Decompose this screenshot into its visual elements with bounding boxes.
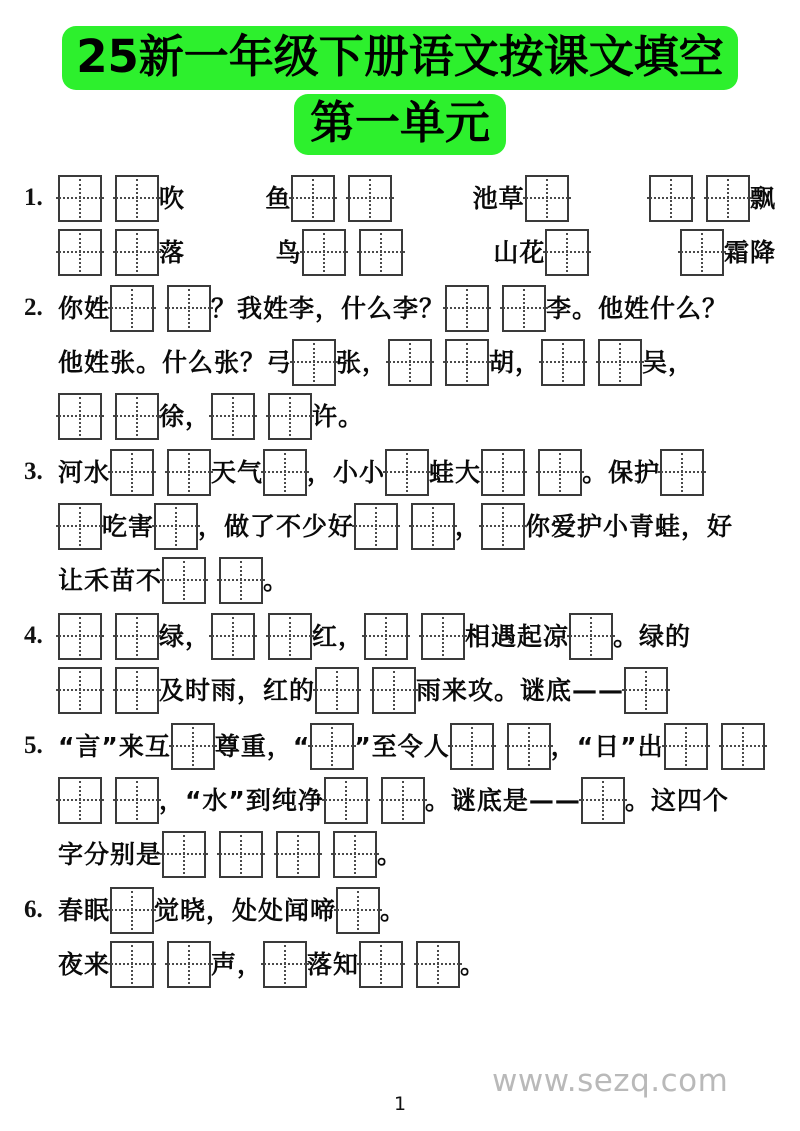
question-line: [24, 281, 776, 335]
line-segment: [58, 393, 364, 440]
character-grid-box[interactable]: [445, 339, 489, 386]
character-grid-box[interactable]: [58, 503, 102, 550]
question-item: [24, 171, 776, 279]
sentence-text: ，“水”到纯净: [159, 785, 324, 815]
question-number: 3.: [24, 458, 43, 485]
question-line: [24, 389, 776, 443]
line-segment: [58, 613, 691, 660]
line-segments: [58, 229, 776, 276]
question-line: [24, 171, 776, 225]
character-grid-box[interactable]: [292, 339, 336, 386]
sentence-text: ，做了不少好: [198, 511, 355, 541]
sentence-text: 他姓张。什么张？弓: [58, 347, 293, 377]
character-grid-box[interactable]: [115, 393, 159, 440]
question-number: 5.: [24, 732, 43, 759]
character-grid-box[interactable]: [276, 831, 320, 878]
sentence-text: 。绿的: [613, 621, 692, 651]
question-line: [24, 937, 776, 991]
character-grid-box[interactable]: [263, 449, 307, 496]
character-grid-box[interactable]: [291, 175, 335, 222]
worksheet-body: [0, 155, 800, 991]
line-segment: [58, 449, 704, 496]
character-grid-box[interactable]: [569, 613, 613, 660]
line-segments: [58, 941, 776, 988]
character-grid-box[interactable]: [110, 887, 154, 934]
character-grid-box[interactable]: [268, 613, 312, 660]
character-grid-box[interactable]: [115, 667, 159, 714]
sentence-text: 河水: [58, 457, 111, 487]
character-grid-box[interactable]: [58, 229, 102, 276]
character-grid-box[interactable]: [525, 175, 569, 222]
line-segment: [58, 723, 765, 770]
sentence-text: 。这四个: [624, 785, 729, 815]
line-segment: [680, 229, 776, 276]
line-segments: [58, 831, 776, 878]
question-item: [24, 281, 776, 443]
sentence-text: 吹: [159, 183, 186, 213]
line-segment: [58, 941, 486, 988]
character-grid-box[interactable]: [336, 887, 380, 934]
sentence-text: 李。他姓什么？: [546, 293, 729, 323]
title-line-unit: 第一单元: [294, 94, 506, 155]
character-grid-box[interactable]: [541, 339, 585, 386]
character-grid-box[interactable]: [624, 667, 668, 714]
sentence-text: 张，: [336, 347, 389, 377]
sentence-text: 。: [380, 895, 407, 925]
sentence-text: 徐，: [159, 401, 212, 431]
line-segment: [493, 229, 589, 276]
character-grid-box[interactable]: [372, 667, 416, 714]
question-line: [24, 553, 776, 607]
line-segments: [58, 887, 776, 934]
line-segments: [58, 667, 776, 714]
character-grid-box[interactable]: [502, 285, 546, 332]
page-number: 1: [393, 1093, 407, 1115]
sentence-text: 吴，: [642, 347, 695, 377]
sentence-text: 落: [159, 237, 186, 267]
sentence-text: 雨来攻。谜底——: [416, 675, 625, 705]
sentence-text: 蛙大: [429, 457, 482, 487]
question-item: [24, 609, 776, 717]
sentence-text: 相遇起凉: [465, 621, 570, 651]
question-number: 2.: [24, 294, 43, 321]
line-segment: [649, 175, 776, 222]
sentence-text: 红，: [312, 621, 365, 651]
character-grid-box[interactable]: [333, 831, 377, 878]
line-segments: [58, 723, 776, 770]
character-grid-box[interactable]: [507, 723, 551, 770]
sentence-text: 声，: [211, 949, 264, 979]
line-segments: [58, 557, 776, 604]
character-grid-box[interactable]: [680, 229, 724, 276]
line-segments: [58, 339, 776, 386]
character-grid-box[interactable]: [167, 285, 211, 332]
character-grid-box[interactable]: [115, 175, 159, 222]
character-grid-box[interactable]: [268, 393, 312, 440]
character-grid-box[interactable]: [110, 449, 154, 496]
character-grid-box[interactable]: [411, 503, 455, 550]
sentence-text: 。: [377, 839, 404, 869]
sentence-text: 飘: [749, 183, 776, 213]
character-grid-box[interactable]: [58, 777, 102, 824]
character-grid-box[interactable]: [481, 503, 525, 550]
line-segments: [58, 503, 776, 550]
character-grid-box[interactable]: [162, 557, 206, 604]
sentence-text: 尊重，“: [214, 731, 311, 761]
character-grid-box[interactable]: [211, 613, 255, 660]
character-grid-box[interactable]: [167, 941, 211, 988]
line-segment: [58, 229, 185, 276]
character-grid-box[interactable]: [385, 449, 429, 496]
question-line: [24, 499, 776, 553]
sentence-text: 你爱护小青蛙，好: [525, 511, 734, 541]
question-line: [24, 883, 776, 937]
site-watermark: www.sezq.com: [492, 1063, 729, 1099]
line-segments: [58, 175, 776, 222]
character-grid-box[interactable]: [416, 941, 460, 988]
character-grid-box[interactable]: [649, 175, 693, 222]
line-segments: [58, 777, 776, 824]
line-segment: [58, 887, 406, 934]
character-grid-box[interactable]: [302, 229, 346, 276]
character-grid-box[interactable]: [167, 449, 211, 496]
line-segment: [473, 175, 569, 222]
character-grid-box[interactable]: [598, 339, 642, 386]
character-grid-box[interactable]: [359, 229, 403, 276]
character-grid-box[interactable]: [481, 449, 525, 496]
character-grid-box[interactable]: [154, 503, 198, 550]
character-grid-box[interactable]: [58, 613, 102, 660]
sentence-text: 及时雨，红的: [159, 675, 316, 705]
line-segment: [58, 557, 289, 604]
sentence-text: 字分别是: [58, 839, 163, 869]
sentence-text: ？我姓李，什么李？: [211, 293, 446, 323]
sentence-text: 。: [263, 565, 290, 595]
character-grid-box[interactable]: [58, 667, 102, 714]
character-grid-box[interactable]: [162, 831, 206, 878]
character-grid-box[interactable]: [581, 777, 625, 824]
character-grid-box[interactable]: [359, 941, 403, 988]
question-line: [24, 663, 776, 717]
sentence-text: 你姓: [58, 293, 111, 323]
character-grid-box[interactable]: [660, 449, 704, 496]
character-grid-box[interactable]: [381, 777, 425, 824]
line-segment: [276, 229, 403, 276]
line-segment: [58, 831, 403, 878]
sentence-text: 胡，: [489, 347, 542, 377]
character-grid-box[interactable]: [545, 229, 589, 276]
question-line: [24, 335, 776, 389]
line-segments: [58, 393, 776, 440]
character-grid-box[interactable]: [115, 777, 159, 824]
character-grid-box[interactable]: [324, 777, 368, 824]
sentence-text: 鸟: [275, 237, 302, 267]
sentence-text: 绿，: [159, 621, 212, 651]
line-segments: [58, 613, 776, 660]
question-line: [24, 773, 776, 827]
sentence-text: 吃害: [102, 511, 155, 541]
character-grid-box[interactable]: [354, 503, 398, 550]
sentence-text: ，小小: [307, 457, 386, 487]
question-number: 6.: [24, 896, 43, 923]
character-grid-box[interactable]: [450, 723, 494, 770]
title-line-primary: 25新一年级下册语文按课文填空: [62, 26, 738, 90]
question-item: [24, 719, 776, 881]
question-line: [24, 609, 776, 663]
question-line: [24, 445, 776, 499]
character-grid-box[interactable]: [58, 175, 102, 222]
character-grid-box[interactable]: [115, 229, 159, 276]
question-line: [24, 827, 776, 881]
sentence-text: ，“日”出: [550, 731, 664, 761]
character-grid-box[interactable]: [110, 941, 154, 988]
character-grid-box[interactable]: [421, 613, 465, 660]
character-grid-box[interactable]: [115, 613, 159, 660]
character-grid-box[interactable]: [445, 285, 489, 332]
sentence-text: 霜降: [723, 237, 776, 267]
worksheet-title-block: [0, 0, 800, 155]
sentence-text: 天气: [211, 457, 264, 487]
line-segment: [58, 285, 728, 332]
sentence-text: 落知: [307, 949, 360, 979]
character-grid-box[interactable]: [706, 175, 750, 222]
line-segment: [265, 175, 392, 222]
line-segments: [58, 449, 776, 496]
sentence-text: 觉晓，处处闻啼: [154, 895, 337, 925]
character-grid-box[interactable]: [263, 941, 307, 988]
sentence-text: 鱼: [265, 183, 292, 213]
character-grid-box[interactable]: [58, 393, 102, 440]
character-grid-box[interactable]: [171, 723, 215, 770]
question-number: 1.: [24, 184, 43, 211]
line-segment: [58, 777, 729, 824]
line-segment: [58, 339, 694, 386]
character-grid-box[interactable]: [110, 285, 154, 332]
character-grid-box[interactable]: [310, 723, 354, 770]
character-grid-box[interactable]: [721, 723, 765, 770]
sentence-text: 夜来: [58, 949, 111, 979]
sentence-text: 池草: [472, 183, 525, 213]
sentence-text: 。谜底是——: [424, 785, 581, 815]
question-number: 4.: [24, 622, 43, 649]
character-grid-box[interactable]: [538, 449, 582, 496]
character-grid-box[interactable]: [219, 557, 263, 604]
sentence-text: ，: [455, 511, 482, 541]
character-grid-box[interactable]: [348, 175, 392, 222]
sentence-text: 。: [460, 949, 487, 979]
sentence-text: 山花: [493, 237, 546, 267]
character-grid-box[interactable]: [388, 339, 432, 386]
sentence-text: “言”来互: [58, 731, 171, 761]
character-grid-box[interactable]: [315, 667, 359, 714]
sentence-text: ”至令人: [354, 731, 450, 761]
line-segment: [58, 175, 185, 222]
sentence-text: 春眠: [58, 895, 111, 925]
character-grid-box[interactable]: [364, 613, 408, 660]
sentence-text: 让禾苗不: [58, 565, 163, 595]
question-line: [24, 225, 776, 279]
question-item: [24, 445, 776, 607]
sentence-text: 许。: [312, 401, 365, 431]
line-segment: [58, 503, 733, 550]
question-line: [24, 719, 776, 773]
question-item: [24, 883, 776, 991]
sentence-text: 。保护: [582, 457, 661, 487]
line-segment: [58, 667, 668, 714]
character-grid-box[interactable]: [211, 393, 255, 440]
character-grid-box[interactable]: [664, 723, 708, 770]
line-segments: [58, 285, 776, 332]
character-grid-box[interactable]: [219, 831, 263, 878]
